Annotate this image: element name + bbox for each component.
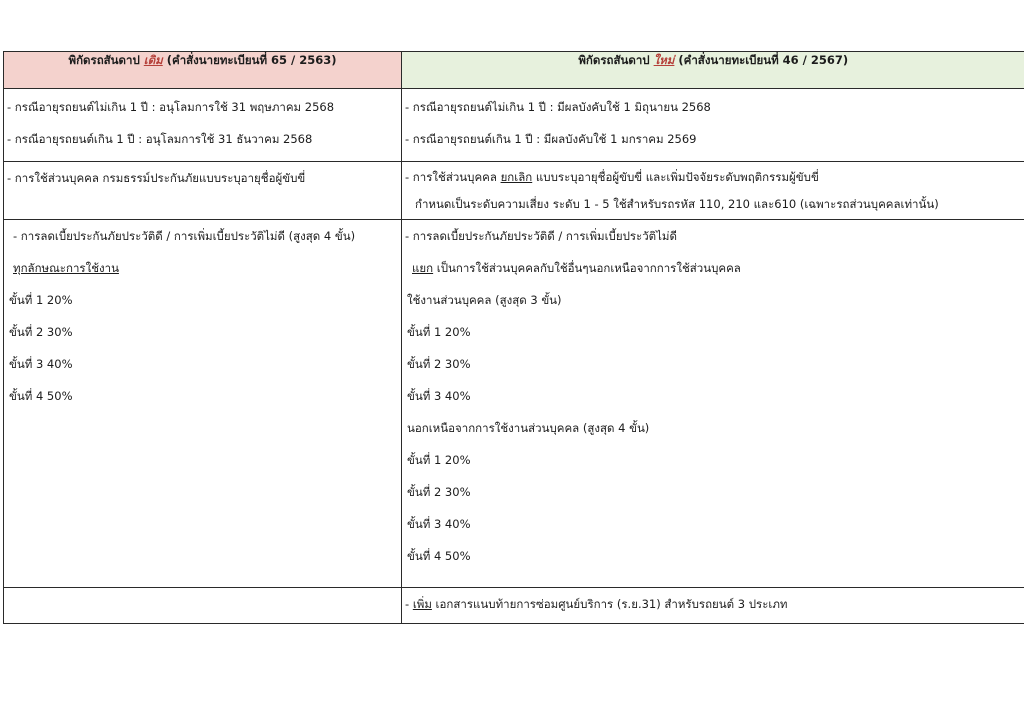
header-old-suffix: (คำสั่งนายทะเบียนที่ 65 / 2563) [162,53,337,67]
discount-row [4,220,1024,588]
new-date-line: - กรณีอายุรถยนต์เกิน 1 ปี : มีผลบังคับใช้ 1 มกราคม 2569 [405,132,697,146]
header-new-prefix: พิกัดรถสันดาป [578,53,654,67]
old-effective-dates [4,89,402,162]
other-use-steps-title: นอกเหนือจากการใช้งานส่วนบุคคล (สูงสุด 4 ขั้น) [407,421,650,435]
personal-step: ขั้นที่ 3 40% [407,389,471,403]
cancel-underlined: ยกเลิก [500,170,533,184]
old-step: ขั้นที่ 4 50% [9,389,73,403]
new-discount-separation [402,252,1024,284]
header-old-prefix: พิกัดรถสันดาป [68,53,144,67]
new-personal-use-line1 [402,162,1024,190]
new-date-line: - กรณีอายุรถยนต์ไม่เกิน 1 ปี : มีผลบังคับใช้ 1 มิถุนายน 2568 [405,100,711,114]
old-step: ขั้นที่ 2 30% [9,325,73,339]
header-new-suffix: (คำสั่งนายทะเบียนที่ 46 / 2567) [674,53,849,67]
old-service-center-empty [4,588,402,624]
new-effective-dates [402,89,1024,162]
personal-use-row [4,162,1024,220]
personal-step: ขั้นที่ 2 30% [407,357,471,371]
new-personal-use [402,162,1024,220]
header-old-tariff [4,52,402,89]
new-discount [402,220,1024,588]
header-old-highlight: เดิม [143,53,163,67]
new-service-center-text [402,588,1024,621]
other-step: ขั้นที่ 1 20% [407,453,471,467]
old-step: ขั้นที่ 3 40% [9,357,73,371]
service-prefix: - [405,597,413,611]
service-center-row [4,588,1024,624]
header-new-highlight: ใหม่ [653,53,675,67]
old-discount-title: - การลดเบี้ยประกันภัยประวัติดี / การเพิ่มเบี้ยประวัติไม่ดี (สูงสุด 4 ขั้น) [13,229,356,243]
old-date-line: - กรณีอายุรถยนต์เกิน 1 ปี : อนุโลมการใช้ 31 ธันวาคม 2568 [7,132,313,146]
old-date-line: - กรณีอายุรถยนต์ไม่เกิน 1 ปี : อนุโลมการใช้ 31 พฤษภาคม 2568 [7,100,335,114]
effective-date-row [4,89,1024,162]
header-row [4,52,1024,89]
separate-underlined: แยก [412,261,434,275]
service-suffix: เอกสารแนบท้ายการซ่อมศูนย์บริการ (ร.ย.31) สำหรับรถยนต์ 3 ประเภท [431,597,788,611]
new-discount-title: - การลดเบี้ยประกันภัยประวัติดี / การเพิ่มเบี้ยประวัติไม่ดี [405,229,677,243]
personal-use-steps-title: ใช้งานส่วนบุคคล (สูงสุด 3 ขั้น) [407,293,562,307]
other-step: ขั้นที่ 3 40% [407,517,471,531]
other-step: ขั้นที่ 2 30% [407,485,471,499]
old-personal-use-text: - การใช้ส่วนบุคคล กรมธรรม์ประกันภัยแบบระบุอายุชื่อผู้ขับขี่ [7,171,306,185]
new-service-center [402,588,1024,624]
separate-rest: เป็นการใช้ส่วนบุคคลกับใช้อื่นๆนอกเหนือจากการใช้ส่วนบุคคล [433,261,741,275]
add-underlined: เพิ่ม [412,597,432,611]
comparison-table [3,51,1024,624]
header-new-tariff [402,52,1024,89]
new-personal-use-line2: กำหนดเป็นระดับความเสี่ยง ระดับ 1 - 5 ใช้สำหรับรถรหัส 110, 210 และ610 (เฉพาะรถส่วนบุคคลเท่านั้น) [415,197,939,211]
old-step: ขั้นที่ 1 20% [9,293,73,307]
old-discount-subtitle: ทุกลักษณะการใช้งาน [13,261,119,275]
old-discount [4,220,402,588]
old-personal-use [4,162,402,220]
other-step: ขั้นที่ 4 50% [407,549,471,563]
new-personal-suffix: แบบระบุอายุชื่อผู้ขับขี่ และเพิ่มปัจจัยระดับพฤติกรรมผู้ขับขี่ [532,170,819,184]
personal-step: ขั้นที่ 1 20% [407,325,471,339]
new-personal-prefix: - การใช้ส่วนบุคคล [405,170,501,184]
